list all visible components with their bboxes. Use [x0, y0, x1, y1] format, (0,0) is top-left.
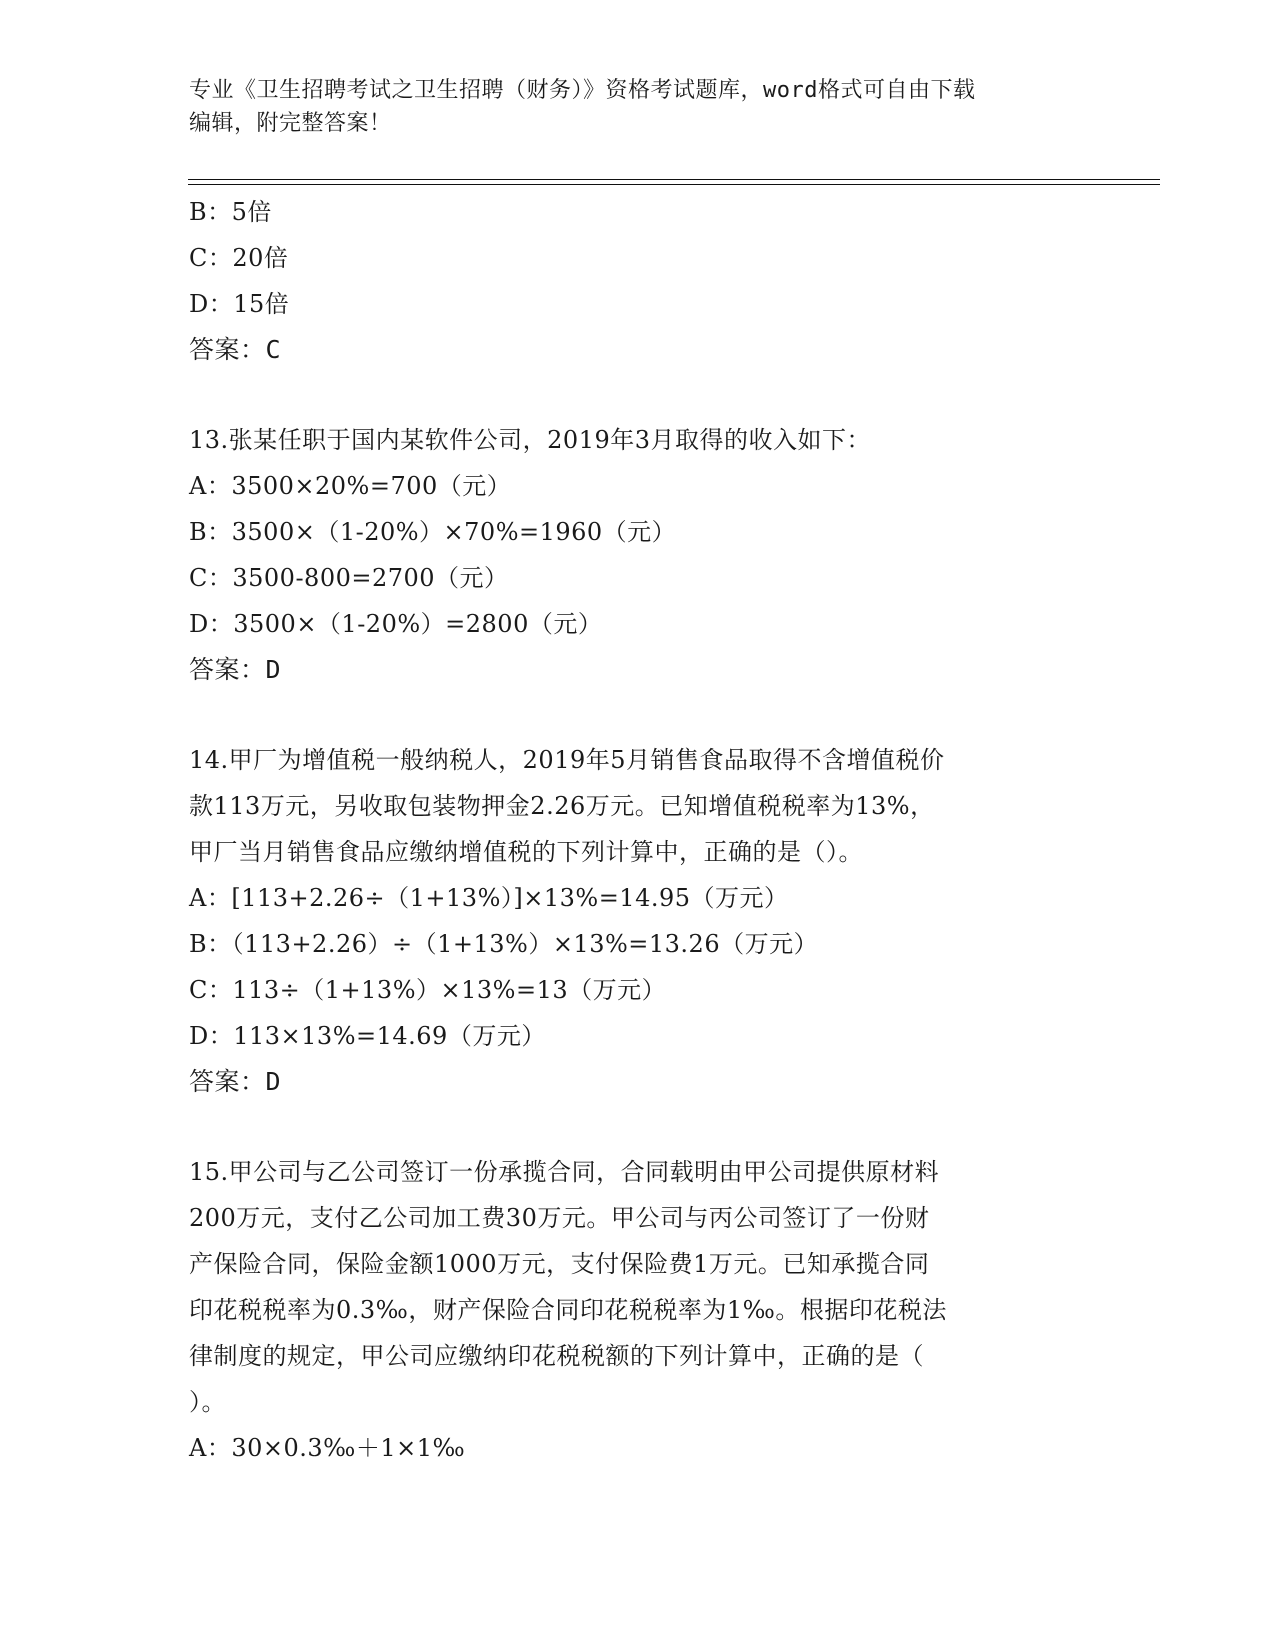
- option-d: D：15倍: [189, 290, 290, 318]
- answer-line: 答案：C: [189, 335, 282, 364]
- question-text: 13.张某任职于国内某软件公司，2019年3月取得的收入如下：: [189, 426, 872, 454]
- option-c: C：20倍: [189, 244, 289, 272]
- option-c: C：3500-800=2700（元）: [189, 564, 509, 592]
- question-15: [189, 1149, 1089, 1471]
- question-text-line-6: ）。: [189, 1388, 226, 1416]
- question-12-tail: [189, 189, 1089, 373]
- question-spacer: [189, 693, 1089, 737]
- option-d: D：113×13%=14.69（万元）: [189, 1022, 546, 1050]
- option-b: B：（113+2.26）÷（1+13%）×13%=13.26（万元）: [189, 930, 819, 958]
- question-text-line-2: 200万元，支付乙公司加工费30万元。甲公司与丙公司签订了一份财: [189, 1204, 930, 1232]
- option-a: A：3500×20%=700（元）: [189, 472, 512, 500]
- header-divider-top: [188, 179, 1160, 180]
- question-text-line-3: 甲厂当月销售食品应缴纳增值税的下列计算中，正确的是（）。: [189, 838, 863, 866]
- question-14: [189, 737, 1089, 1105]
- question-text-line-1: 15.甲公司与乙公司签订一份承揽合同，合同载明由甲公司提供原材料: [189, 1158, 940, 1186]
- answer-line: 答案：D: [189, 655, 282, 684]
- option-d: D：3500×（1-20%）=2800（元）: [189, 610, 603, 638]
- header-divider-bottom: [188, 184, 1160, 185]
- document-header: [189, 74, 1089, 140]
- question-spacer: [189, 373, 1089, 417]
- option-c: C：113÷（1+13%）×13%=13（万元）: [189, 976, 667, 1004]
- document-body: [189, 189, 1089, 1471]
- question-text-line-2: 款113万元，另收取包装物押金2.26万元。已知增值税税率为13%，: [189, 792, 935, 820]
- option-a: A：30×0.3‰＋1×1‰: [189, 1434, 466, 1462]
- answer-line: 答案：D: [189, 1067, 282, 1096]
- question-text-line-4: 印花税税率为0.3‰，财产保险合同印花税税率为1‰。根据印花税法: [189, 1296, 947, 1324]
- option-b: B：5倍: [189, 198, 272, 226]
- question-text-line-1: 14.甲厂为增值税一般纳税人，2019年5月销售食品取得不含增值税价: [189, 746, 945, 774]
- question-spacer: [189, 1105, 1089, 1149]
- question-text-line-3: 产保险合同，保险金额1000万元，支付保险费1万元。已知承揽合同: [189, 1250, 930, 1278]
- option-a: A：[113+2.26÷（1+13%）]×13%=14.95（万元）: [189, 884, 789, 912]
- header-line-1: 专业《卫生招聘考试之卫生招聘（财务）》资格考试题库，word格式可自由下载: [189, 78, 976, 103]
- question-text-line-5: 律制度的规定，甲公司应缴纳印花税税额的下列计算中，正确的是（: [189, 1342, 924, 1370]
- option-b: B：3500×（1-20%）×70%=1960（元）: [189, 518, 677, 546]
- question-13: [189, 417, 1089, 693]
- header-line-2: 编辑，附完整答案！: [189, 111, 392, 136]
